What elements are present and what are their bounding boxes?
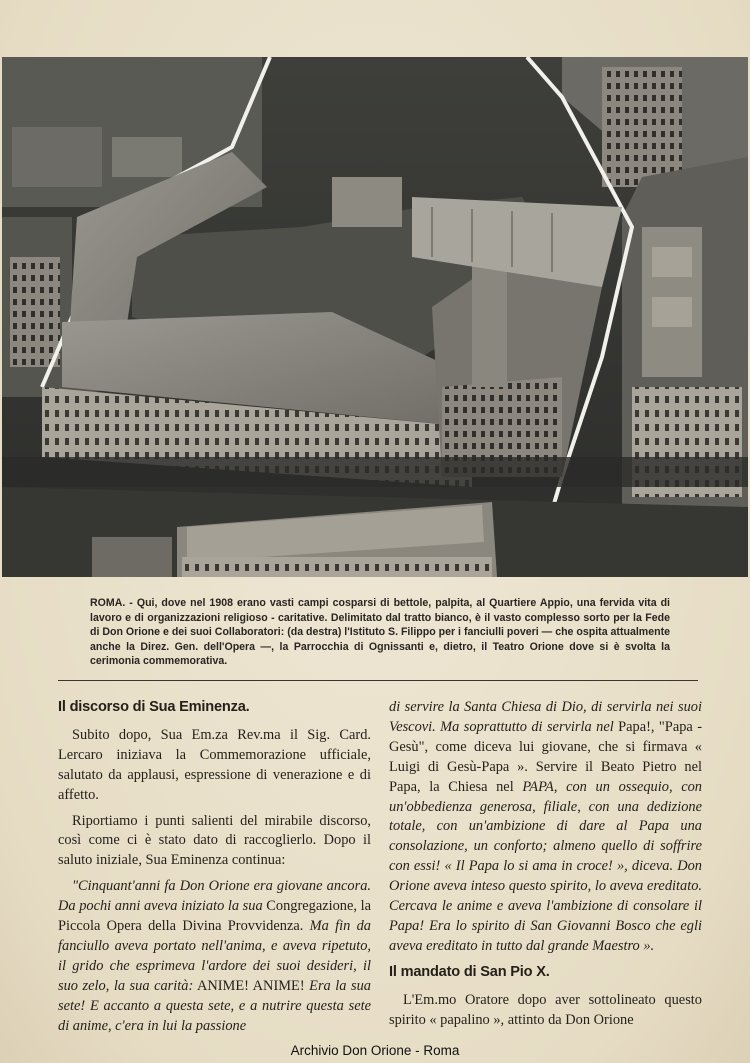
paragraph: Riportiamo i punti salienti del mirabile discorso, così come ci è stato dato di raccoglierlo. Dopo il saluto iniziale, Sua Eminenza continua: <box>58 812 371 869</box>
section-heading-mandato: Il mandato di San Pio X. <box>389 963 550 980</box>
aerial-photo <box>2 57 748 577</box>
section-heading-discorso: Il discorso di Sua Eminenza. <box>58 699 250 715</box>
right-column <box>389 698 702 1037</box>
paragraph: Subito dopo, Sua Em.za Rev.ma il Sig. Card. Lercaro iniziava la Commemorazione ufficiale, salutato da applausi, espressione di venerazione e di affetto. <box>58 726 371 803</box>
quote-text: di servire la Santa Chiesa di Dio, di servirla nei suoi Vescovi. Ma soprattutto di servirla nel <box>389 699 702 735</box>
divider-rule <box>58 680 698 681</box>
paragraph: L'Em.mo Oratore dopo aver sottolineato questo spirito « papalino », attinto da Don Orione <box>389 991 702 1028</box>
quote-plain-text: Papa!, "Papa - Gesù", come diceva lui giovane, che si firmava « Luigi di Gesù-Papa ». Servire il Beato Pietro nel Papa, la Chiesa nel <box>389 718 702 795</box>
archive-footer: Archivio Don Orione - Roma <box>290 1043 460 1058</box>
quote-plain-text: ANIME! ANIME! <box>196 977 305 994</box>
quote-text: "Cinquant'anni fa Don Orione era giovane ancora. Da pochi anni aveva iniziato la sua <box>58 878 371 915</box>
photo-caption: ROMA. - Qui, dove nel 1908 erano vasti campi cosparsi di bettole, palpita, al Quartiere Appio, una fervida vita di lavoro e di organizzazioni religioso - caritative. Delimitato dal tratto bianco, è il vasto complesso sorto per la Fede di Don Orione e dei suoi Collaboratori: (da destra) l'Istituto S. Filippo per i fanciulli poveri — che ospita attualmente anche la Direz. Gen. dell'Opera —, la Parrocchia di Ognissanti e, dietro, il Teatro Orione dove si è svolta la cerimonia commemorativa. <box>90 597 670 668</box>
quote-paragraph <box>389 698 702 957</box>
quote-text: Era la sua sete! E accanto a questa sete, e a nutrire questa sete di anime, c'era in lui la passione <box>58 977 371 1034</box>
quote-plain-text: Congregazione, la Piccola Opera della Divina Provvidenza. <box>58 898 371 935</box>
quote-text: Ma fin da fanciullo aveva portato nell'anima, e aveva ripetuto, il grido che esprimeva l'ardore dei suoi desideri, il suo zelo, la sua carità: <box>58 918 371 994</box>
left-column <box>58 698 371 1043</box>
quote-paragraph <box>58 877 371 1036</box>
quote-text: PAPA, con un ossequio, con un'obbedienza generosa, filiale, con una dedizione totale, con un'ambizione di dare al Papa una consolazione, un conforto; almeno quello di soffrire con essi! « Il Papa lo si ama in croce! », diceva. Don Orione aveva inteso questo spirito, lo aveva ereditato. Cercava le anime e aveva l'ambizione di consolare il Papa! Era lo spirito di San Giovanni Bosco che egli aveva ereditato in tutto dal grande Maestro ». <box>389 778 702 954</box>
